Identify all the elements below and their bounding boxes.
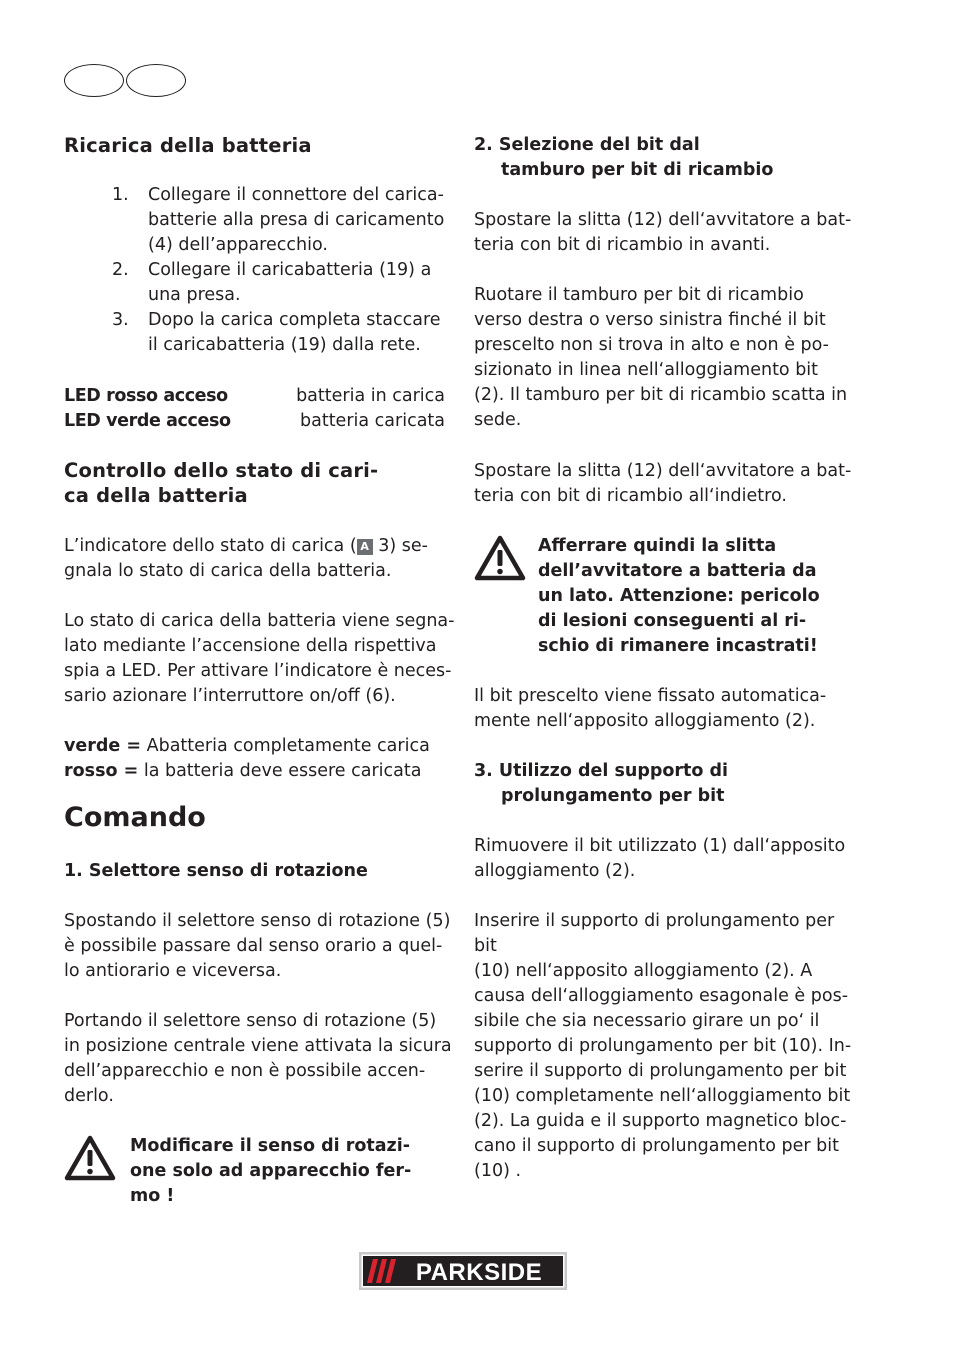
text-line: Il bit prescelto viene fissato automatica- (474, 686, 827, 706)
heading-selezione-bit-line1: 2. Selezione del bit dal (474, 135, 700, 155)
text-line: cano il supporto di prolungamento per bit (474, 1136, 839, 1156)
text-line: (10) completamente nell‘alloggiamento bit (474, 1086, 851, 1106)
text-line: in posizione centrale viene attivata la sicura (64, 1036, 452, 1056)
parkside-logo (359, 1252, 567, 1294)
text-line: è possibile passare dal senso orario a quel- (64, 936, 443, 956)
step-text: il caricabatteria (19) dalla rete. (148, 335, 421, 355)
step-number: 3. (112, 310, 129, 330)
paragraph-bit-fissato (474, 684, 826, 734)
selettore-paragraph-2 (64, 1009, 452, 1109)
step-line (64, 233, 444, 258)
text-line: Rimuovere il bit utilizzato (1) dall‘apposito (474, 836, 846, 856)
step-line (64, 183, 444, 208)
led-red-label: LED rosso acceso (64, 386, 228, 406)
warning-slitta-text (538, 534, 820, 659)
step-line (64, 333, 444, 358)
warning-rotation-text (130, 1134, 411, 1209)
text-line: Afferrare quindi la slitta (538, 536, 777, 556)
warning-icon (64, 1135, 116, 1181)
text-line: serire il supporto di prolungamento per bit (474, 1061, 847, 1081)
indicator-text-pre: L’indicatore dello stato di carica ( (64, 536, 357, 556)
heading-utilizzo-line2: prolungamento per bit (501, 786, 725, 806)
step-text: Collegare il connettore del carica- (148, 185, 444, 205)
text-line: un lato. Attenzione: pericolo (538, 586, 820, 606)
color-legend (64, 734, 430, 784)
heading-controllo (64, 458, 378, 508)
heading-controllo-line1: Controllo dello stato di cari- (64, 459, 379, 482)
language-oval-left (64, 64, 124, 97)
text-line: Portando il selettore senso di rotazione (5) (64, 1011, 437, 1031)
step-line (64, 308, 444, 333)
text-line: Spostando il selettore senso di rotazione (5) (64, 911, 451, 931)
state-paragraph (64, 609, 454, 709)
text-line: Spostare la slitta (12) dell‘avvitatore a bat- (474, 461, 852, 481)
text-line: (10) nell‘apposito alloggiamento (2). A (474, 961, 813, 981)
indicator-text-post: 3) se- (372, 536, 428, 556)
text-line: bit (474, 936, 497, 956)
text-line: Lo stato di carica della batteria viene segna- (64, 611, 455, 631)
step-number: 1. (112, 185, 129, 205)
text-line: teria con bit di ricambio in avanti. (474, 235, 771, 255)
verde-key: verde = (64, 736, 142, 756)
text-line: (2). La guida e il supporto magnetico bloc- (474, 1111, 847, 1131)
paragraph-slitta-avanti (474, 208, 851, 258)
text-line: one solo ad apparecchio fer- (130, 1161, 412, 1181)
verde-text: Abatteria completamente carica (141, 736, 430, 756)
step-text: batterie alla presa di caricamento (148, 210, 445, 230)
text-line: alloggiamento (2). (474, 861, 636, 881)
heading-utilizzo (474, 759, 728, 809)
step-line (64, 283, 444, 308)
parkside-logo-text: PARKSIDE (415, 1259, 543, 1286)
led-green-label: LED verde acceso (64, 411, 231, 431)
text-line: schio di rimanere incastrati! (538, 636, 818, 656)
step-text: Dopo la carica completa staccare (148, 310, 441, 330)
heading-selettore: 1. Selettore senso di rotazione (64, 861, 368, 881)
heading-selezione-bit (474, 133, 773, 183)
led-green-value: batteria caricata (300, 411, 445, 431)
indicator-text-line2: gnala lo stato di carica della batteria. (64, 561, 392, 581)
language-oval-right (126, 64, 186, 97)
heading-controllo-line2: ca della batteria (64, 484, 248, 507)
warning-icon (474, 535, 526, 581)
figure-a-badge: A (357, 539, 373, 555)
text-line: mo ! (130, 1186, 175, 1206)
text-line: prescelto non si trova in alto e non è po- (474, 335, 829, 355)
paragraph-rimuovere (474, 834, 845, 884)
step-number: 2. (112, 260, 129, 280)
step-line (64, 258, 444, 283)
text-line: mente nell‘apposito alloggiamento (2). (474, 711, 816, 731)
selettore-paragraph-1 (64, 909, 450, 984)
step-text: Collegare il caricabatteria (19) a (148, 260, 432, 280)
led-table (64, 384, 445, 434)
text-line: Ruotare il tamburo per bit di ricambio (474, 285, 804, 305)
text-line: derlo. (64, 1086, 114, 1106)
heading-ricarica: Ricarica della batteria (64, 134, 312, 157)
paragraph-inserire (474, 909, 851, 1184)
text-line: supporto di prolungamento per bit (10). In- (474, 1036, 852, 1056)
text-line: Inserire il supporto di prolungamento per (474, 911, 835, 931)
paragraph-tamburo (474, 283, 847, 433)
led-row-green (64, 409, 445, 434)
text-line: sibile che sia necessario girare un po‘ il (474, 1011, 820, 1031)
indicator-paragraph (64, 534, 428, 584)
text-line: (2). Il tamburo per bit di ricambio scatta in (474, 385, 848, 405)
heading-selezione-bit-line2: tamburo per bit di ricambio (501, 160, 774, 180)
text-line: Spostare la slitta (12) dell‘avvitatore a bat- (474, 210, 852, 230)
text-line: lo antiorario e viceversa. (64, 961, 282, 981)
rosso-key: rosso = (64, 761, 139, 781)
text-line: sede. (474, 410, 522, 430)
text-line: verso destra o verso sinistra finché il bit (474, 310, 826, 330)
text-line: dell’apparecchio e non è possibile accen- (64, 1061, 426, 1081)
heading-utilizzo-line1: 3. Utilizzo del supporto di (474, 761, 729, 781)
led-red-value: batteria in carica (296, 386, 445, 406)
text-line: dell’avvitatore a batteria da (538, 561, 817, 581)
text-line: teria con bit di ricambio all‘indietro. (474, 486, 787, 506)
text-line: sizionato in linea nell‘alloggiamento bit (474, 360, 819, 380)
text-line: di lesioni conseguenti al ri- (538, 611, 807, 631)
text-line: spia a LED. Per attivare l’indicatore è neces- (64, 661, 452, 681)
text-line: Modificare il senso di rotazi- (130, 1136, 410, 1156)
charging-steps (64, 183, 444, 358)
text-line: sario azionare l’interruttore on/off (6). (64, 686, 396, 706)
led-row-red (64, 384, 445, 409)
heading-comando: Comando (64, 802, 206, 833)
text-line: (10) . (474, 1161, 522, 1181)
step-line (64, 208, 444, 233)
text-line: causa dell‘alloggiamento esagonale è pos- (474, 986, 849, 1006)
paragraph-slitta-indietro (474, 459, 851, 509)
text-line: lato mediante l’accensione della rispettiva (64, 636, 437, 656)
step-text: (4) dell’apparecchio. (148, 235, 328, 255)
rosso-text: la batteria deve essere caricata (138, 761, 422, 781)
step-text: una presa. (148, 285, 241, 305)
